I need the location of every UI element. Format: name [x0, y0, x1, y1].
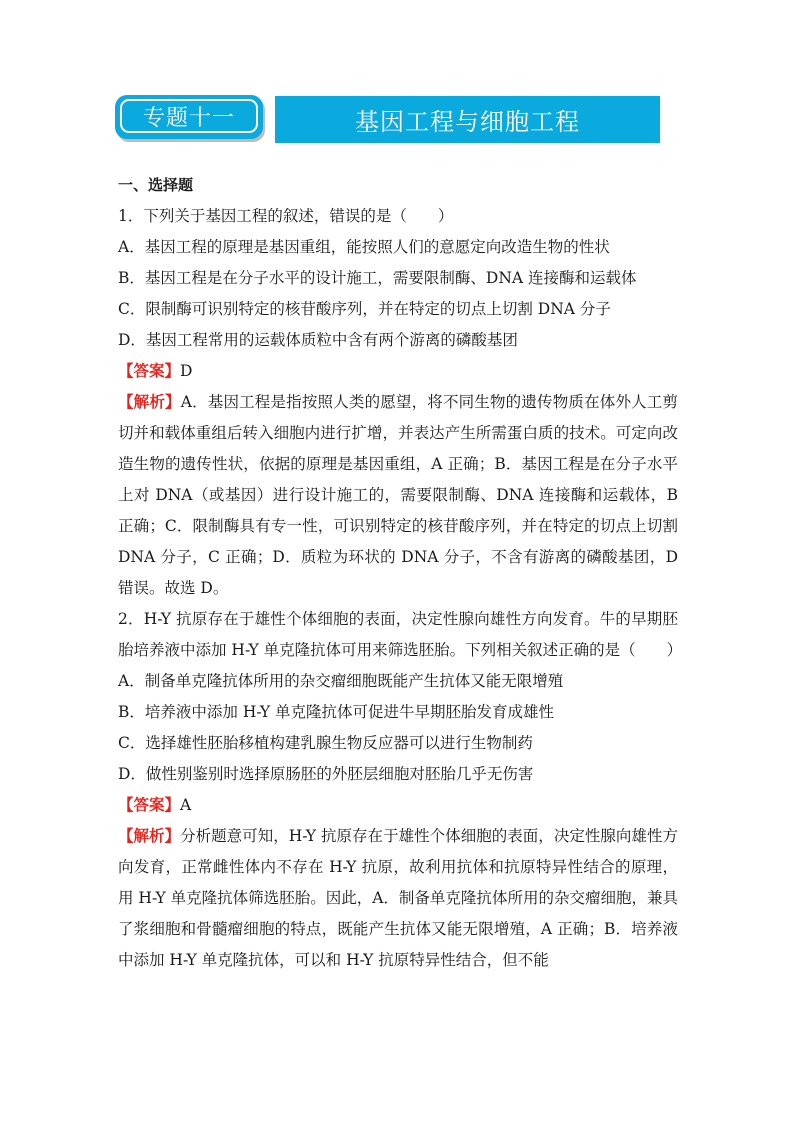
topic-badge-text: 专题十一: [142, 105, 235, 131]
question-1-answer: [118, 356, 678, 387]
topic-header: [115, 95, 660, 145]
topic-badge-frame: [120, 99, 258, 133]
question-2-stem: 2．H-Y 抗原存在于雄性个体细胞的表面，决定性腺向雄性方向发育。牛的早期胚胎培养液中添加 H-Y 单克隆抗体可用来筛选胚胎。下列相关叙述正确的是（ ）: [118, 610, 683, 659]
question-1-option-b: B．基因工程是在分子水平的设计施工，需要限制酶、DNA 连接酶和运载体: [118, 269, 637, 287]
analysis-text: A．基因工程是指按照人类的愿望，将不同生物的遗传物质在体外人工剪切并和载体重组后转入细胞内进行扩增，并表达产生所需蛋白质的技术。可定向改造生物的遗传性状，依据的原理是基因重组，A 正确；B．基因工程是在分子水平上对 DNA（或基因）进行设计施工的，需要限制酶、DNA 连接酶和运载体，B 正确；C．限制酶具有专一性，可识别特定的核苷酸序列，并在特定的切点上切割 DNA 分子，C 正确；D．质粒为环状的 DNA 分子，不含有游离的磷酸基团，D 错误。故选 D。: [118, 393, 678, 597]
question-2-option-a: A．制备单克隆抗体所用的杂交瘤细胞既能产生抗体又能无限增殖: [118, 672, 564, 690]
analysis-tag: 【解析】: [118, 393, 181, 411]
topic-title-bar: [275, 96, 660, 143]
question-1-analysis: [118, 387, 678, 604]
analysis-text: 分析题意可知，H-Y 抗原存在于雄性个体细胞的表面，决定性腺向雄性方向发育，正常雌性体内不存在 H-Y 抗原，故利用抗体和抗原特异性结合的原理，用 H-Y 单克隆抗体筛选胚胎。因此，A．制备单克隆抗体所用的杂交瘤细胞，兼具了浆细胞和骨髓瘤细胞的特点，既能产生抗体又能无限增殖，A 正确；B．培养液中添加 H-Y 单克隆抗体，可以和 H-Y 抗原特异性结合，但不能: [118, 827, 678, 969]
question-1-option-d: D．基因工程常用的运载体质粒中含有两个游离的磷酸基团: [118, 331, 518, 349]
question-2-analysis: [118, 821, 678, 976]
question-2-option-b: B．培养液中添加 H-Y 单克隆抗体可促进牛早期胚胎发育成雄性: [118, 703, 555, 721]
answer-value: A: [180, 796, 192, 814]
topic-badge: [115, 95, 263, 139]
topic-title: 基因工程与细胞工程: [355, 108, 580, 136]
answer-value: D: [180, 362, 193, 380]
question-1-option-a: A．基因工程的原理是基因重组，能按照人们的意愿定向改造生物的性状: [118, 238, 610, 256]
question-1-option-c: C．限制酶可识别特定的核苷酸序列，并在特定的切点上切割 DNA 分子: [118, 300, 611, 318]
answer-tag: 【答案】: [118, 796, 181, 814]
question-2-option-d: D．做性别鉴别时选择原肠胚的外胚层细胞对胚胎几乎无伤害: [118, 765, 534, 783]
question-2-option-c: C．选择雄性胚胎移植构建乳腺生物反应器可以进行生物制药: [118, 734, 533, 752]
document-body: [118, 170, 683, 976]
section-title: 一、选择题: [118, 176, 194, 194]
question-1-stem: 1．下列关于基因工程的叙述，错误的是（ ）: [118, 207, 454, 225]
answer-tag: 【答案】: [118, 362, 181, 380]
analysis-tag: 【解析】: [118, 827, 181, 845]
question-2-answer: [118, 790, 678, 821]
